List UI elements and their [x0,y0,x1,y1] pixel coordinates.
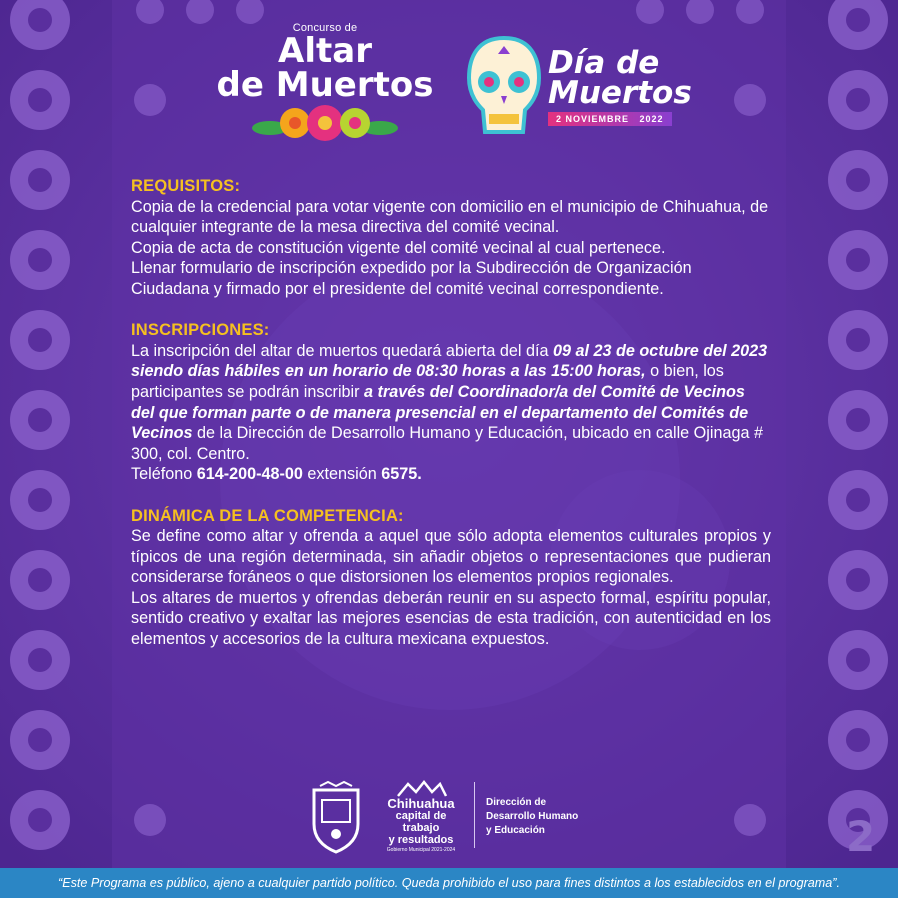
header [0,0,898,160]
date-band-year: 2022 [639,114,664,124]
inscripciones-paragraph [131,341,771,465]
logo-de-muertos-text: de Muertos [216,65,434,105]
inscripciones-method: a través del Coordinador/a del Comité de Vecinos del que forman parte o de manera presencial en el departamento del Comités de Vecinos [131,382,749,443]
logo-altar-text: Altar [278,31,372,71]
brand-tagline-2: y resultados [388,834,454,846]
brand-tagline-1: capital de trabajo [395,810,447,834]
dia-de-muertos-logo [548,45,698,127]
page-number: 2 [846,812,876,861]
requisitos-item-3: Llenar formulario de inscripción expedido por la Subdirección de Organización Ciudadana y firmado por el presidente del comité vecinal correspondiente. [131,259,692,298]
dept-line-3: y Educación [486,825,545,836]
dept-line-2: Desarrollo Humano [486,811,579,822]
footer-logos [300,778,600,858]
dinamica-paragraph-2: Los altares de muertos y ofrendas deberán reunir en su aspecto formal, espíritu popular, sentido creativo y exaltar las mejores esencias de esta tradición, con autenticidad en los elementos y accesorios de la cultura mexicana expuestos. [131,588,771,649]
inscripciones-phone-line [131,464,771,485]
footer-divider [474,782,475,848]
marigold-flowers-icon [250,104,400,142]
date-band [548,112,672,126]
inscripciones-text-1: La inscripción del altar de muertos quedará abierta del día [131,341,554,360]
logo-contest-label: Concurso de [292,22,358,34]
main-content [131,176,771,650]
inscripciones-text-3: de la Dirección de Desarrollo Humano y Educación, ubicado en calle Ojinaga # 300, col. Centro. [131,424,763,463]
date-band-text: 2 NOVIEMBRE [556,114,630,124]
extension-number: 6575. [381,465,422,484]
disclaimer-bar: “Este Programa es público, ajeno a cualquier partido político. Queda prohibido el uso para fines distintos a los establecidos en el programa”. [0,868,898,898]
chihuahua-brand [376,798,466,854]
sugar-skull-icon [465,34,543,140]
requisitos-item-1: Copia de la credencial para votar vigente con domicilio en el municipio de Chihuahua, de cualquier integrante de la mesa directiva del comité vecinal. [131,197,769,237]
logo2-line2: Muertos [548,75,692,111]
extension-label: extensión [302,465,382,484]
municipal-coat-of-arms-icon [306,780,366,854]
inscripciones-heading: INSCRIPCIONES: [131,321,270,340]
altar-de-muertos-logo [210,22,440,142]
brand-city: Chihuahua [387,796,455,811]
phone-label: Teléfono [131,465,197,484]
requisitos-heading: REQUISITOS: [131,177,241,195]
phone-number: 614-200-48-00 [196,465,303,484]
logo2-line1: Día de [548,45,660,81]
inscripciones-dates: 09 al 23 de octubre del 2023 siendo días hábiles en un horario de 08:30 horas a las 15:00 horas, [131,341,768,381]
dinamica-paragraph-1: Se define como altar y ofrenda a aquel que sólo adopta elementos culturales propios y típicos de una región determinada, sin añadir objetos o representaciones que pudieran considerarse foráneos o que distorsionen los elementos propios regionales. [131,527,771,587]
brand-sub: Gobierno Municipal 2021-2024 [386,847,456,853]
dinamica-heading: DINÁMICA DE LA COMPETENCIA: [131,506,404,525]
dept-line-1: Dirección de [486,797,547,808]
requisitos-item-2: Copia de acta de constitución vigente del comité vecinal al cual pertenece. [131,238,666,257]
inscripciones-text-2: o bien, los participantes se podrán inscribir [131,362,724,401]
department-name [486,796,616,838]
